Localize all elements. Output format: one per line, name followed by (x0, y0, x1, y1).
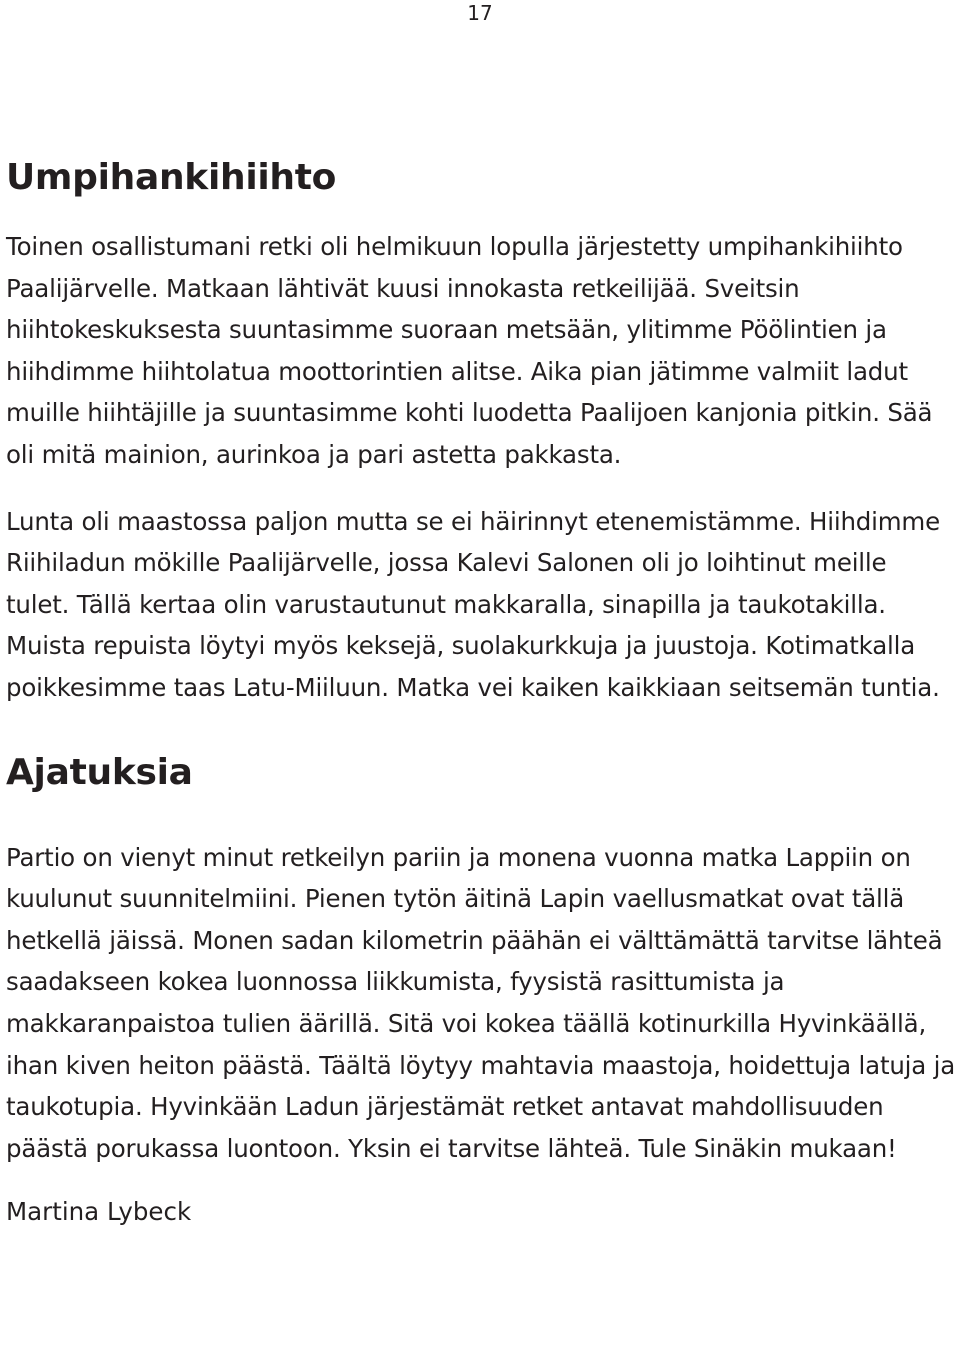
page-number: 17 (467, 1, 493, 25)
section-heading-ajatuksia: Ajatuksia (6, 751, 193, 793)
body-paragraph: Lunta oli maastossa paljon mutta se ei häirinnyt etenemistämme. Hiihdimme Riihiladun mökille Paalijärvelle, jossa Kalevi Salonen oli jo loihtinut meille tulet. Tällä kertaa olin varustautunut makkaralla, sinapilla ja taukotakilla. Muista repuista löytyi myös keksejä, suolakurkkuja ja juustoja. Kotimatkalla poikkesimme taas Latu-Miiluun. Matka vei kaiken kaikkiaan seitsemän tuntia. (6, 506, 940, 702)
section-heading-umpihankihiihto: Umpihankihiihto (6, 157, 337, 198)
article (6, 150, 956, 1233)
author-signature: Martina Lybeck (6, 1197, 192, 1227)
body-paragraph: Toinen osallistumani retki oli helmikuun lopulla järjestetty umpihankihiihto Paalijärvelle. Matkaan lähtivät kuusi innokasta retkeilijää. Sveitsin hiihtokeskuksesta suuntasimme suoraan metsään, ylitimme Pöölintien ja hiihdimme hiihtolatua moottorintien alitse. Aika pian jätimme valmiit ladut muille hiihtäjille ja suuntasimme kohti luodetta Paalijoen kanjonia pitkin. Sää oli mitä mainion, aurinkoa ja pari astetta pakkasta. (6, 232, 933, 469)
body-paragraph: Partio on vienyt minut retkeilyn pariin ja monena vuonna matka Lappiin on kuulunut suunnitelmiini. Pienen tytön äitinä Lapin vaellusmatkat ovat tällä hetkellä jäissä. Monen sadan kilometrin päähän ei välttämättä tarvitse lähteä saadakseen kokea luonnossa liikkumista, fyysistä rasittumista ja makkaranpaistoa tulien äärillä. Sitä voi kokea täällä kotinurkilla Hyvinkäällä, ihan kiven heiton päästä. Täältä löytyy mahtavia maastoja, hoidettuja latuja ja taukotupia. Hyvinkään Ladun järjestämät retket antavat mahdollisuuden päästä porukassa luontoon. Yksin ei tarvitse lähteä. Tule Sinäkin mukaan! (6, 842, 956, 1163)
